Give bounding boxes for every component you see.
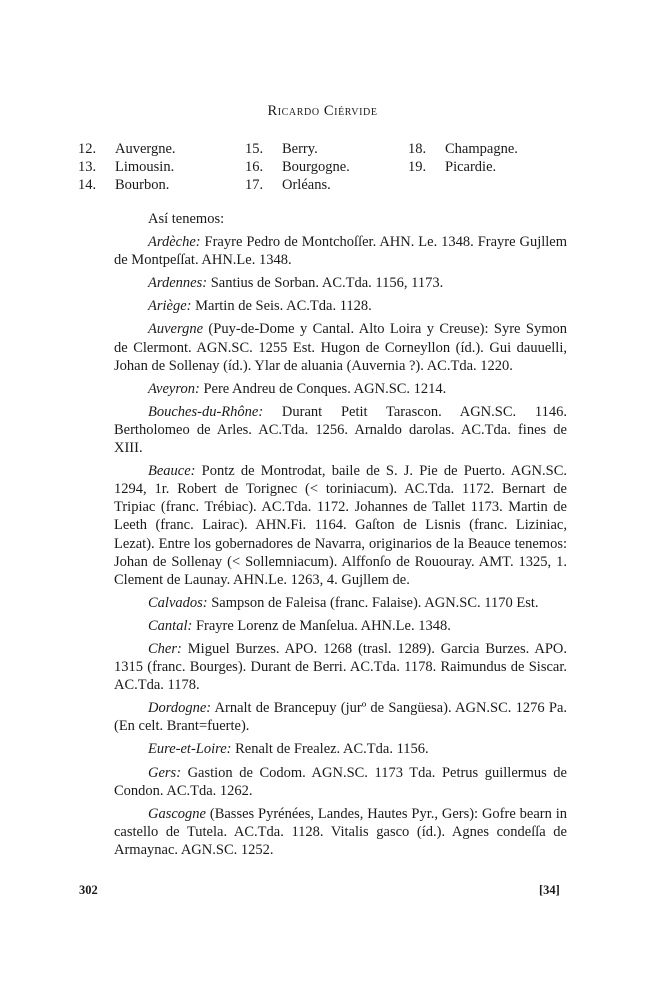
entry-text: Pontz de Montrodat, baile de S. J. Pie de Puerto. AGN.SC. 1294, 1r. Robert de Torignec (< toriniacum). AC.Tda. 1172. Bernart de Tripiac (franc. Trébiac). AC.Tda. 1172. Johannes de Tallet 1173. Martin de Leeth (franc. Lairac). AHN.Fi. 1164. Gaſton de Lisnis (franc. Liziniac, Lezat). Entre los gobernadores de Navarra, originarios de la Beauce tenemos: Johan de Sollenay (< Sollemniacum). Alffonſo de Rououray. AMT. 1325, 1. Clement de Launay. AHN.Le. 1263, 4. Gujllem de. [114, 463, 567, 588]
original-page-number: [34] [539, 883, 560, 897]
entry-list [114, 233, 567, 859]
region-column [408, 140, 518, 176]
entry-text: Martin de Seis. AC.Tda. 1128. [191, 298, 372, 315]
region-item [245, 140, 350, 158]
region-list [78, 140, 578, 194]
region-name: Bourgogne. [282, 159, 350, 175]
entry-term: Ardèche: [148, 234, 201, 251]
region-number: 12. [78, 141, 97, 157]
intro-line: Así tenemos: [148, 211, 225, 227]
entry-term: Calvados: [148, 594, 208, 611]
region-item [245, 176, 350, 194]
region-number: 13. [78, 159, 97, 175]
entry [114, 699, 567, 735]
region-item [78, 140, 176, 158]
body-text [114, 210, 567, 864]
entry-term: Gascogne [148, 805, 206, 822]
region-item [408, 140, 518, 158]
entry [114, 380, 567, 398]
entry [114, 740, 567, 758]
entry-text: Frayre Pedro de Montchoſſer. AHN. Le. 1348. Frayre Gujllem de Montpeſſat. AHN.Le. 1348. [114, 234, 567, 269]
entry-text: (Puy-de-Dome y Cantal. Alto Loira y Creuse): Syre Symon de Clermont. AGN.SC. 1255 Est. Hugon de Corneyllon (íd.). Gui dauuelli, Johan de Sollenay (íd.). Ylar de aluania (Auvernia ?). AC.Tda. 1220. [114, 321, 567, 374]
entry-term: Ardennes: [148, 275, 208, 292]
region-item [408, 158, 518, 176]
region-name: Bourbon. [115, 177, 170, 193]
region-name: Limousin. [115, 159, 175, 175]
entry-term: Aveyron: [148, 380, 200, 397]
entry-text: Sampson de Faleisa (franc. Falaise). AGN.SC. 1170 Est. [207, 594, 539, 611]
region-number: 14. [78, 177, 97, 193]
region-name: Berry. [282, 141, 318, 157]
entry [114, 805, 567, 859]
entry [114, 594, 567, 612]
entry [114, 640, 567, 694]
entry-term: Bouches-du-Rhône: [148, 403, 264, 420]
page-number: 302 [79, 883, 98, 897]
entry [114, 617, 567, 635]
region-number: 17. [245, 177, 264, 193]
entry [114, 297, 567, 315]
region-number: 15. [245, 141, 264, 157]
entry [114, 274, 567, 292]
entry-term: Eure-et-Loire: [148, 741, 232, 758]
entry [114, 764, 567, 800]
entry-term: Beauce: [148, 463, 196, 480]
entry-text: Gastion de Codom. AGN.SC. 1173 Tda. Petrus guillermus de Condon. AC.Tda. 1262. [114, 764, 567, 799]
entry-text: Pere Andreu de Conques. AGN.SC. 1214. [199, 380, 447, 397]
region-name: Picardie. [445, 159, 497, 175]
entry-text: Frayre Lorenz de Manſelua. AHN.Le. 1348. [192, 617, 451, 634]
entry-text: (Basses Pyrénées, Landes, Hautes Pyr., Gers): Gofre bearn in castello de Tutela. AC.Tda. 1128. Vitalis gasco (íd.). Agnes condeſſa de Armaynac. AGN.SC. 1252. [114, 805, 567, 858]
region-number: 19. [408, 159, 427, 175]
entry-text: Durant Petit Tarascon. AGN.SC. 1146. Bertholomeo de Arles. AC.Tda. 1256. Arnaldo darolas. AC.Tda. fines de XIII. [114, 403, 567, 457]
entry [114, 320, 567, 374]
entry-text: Renalt de Frealez. AC.Tda. 1156. [231, 741, 429, 758]
region-number: 16. [245, 159, 264, 175]
region-item [78, 176, 176, 194]
entry-term: Ariège: [148, 298, 192, 315]
entry-term: Cher: [148, 640, 182, 657]
entry-text: Arnalt de Brancepuy (jurº de Sangüesa). AGN.SC. 1276 Pa. (En celt. Brant=fuerte). [114, 700, 567, 735]
region-name: Champagne. [445, 141, 518, 157]
entry-term: Dordogne: [148, 700, 212, 717]
entry-text: Miguel Burzes. APO. 1268 (trasl. 1289). Garcia Burzes. APO. 1315 (franc. Bourges). Durant de Berri. AC.Tda. 1178. Raimundus de Siscar. AC.Tda. 1178. [114, 640, 567, 694]
region-column [78, 140, 176, 194]
entry-term: Cantal: [148, 617, 193, 634]
region-item [78, 158, 176, 176]
entry [114, 403, 567, 457]
region-column [245, 140, 350, 194]
region-name: Orléans. [282, 177, 331, 193]
region-item [245, 158, 350, 176]
entry-text: Santius de Sorban. AC.Tda. 1156, 1173. [207, 275, 444, 292]
running-head: Ricardo Ciérvide [267, 103, 378, 119]
entry-term: Auvergne [148, 321, 204, 338]
region-number: 18. [408, 141, 427, 157]
entry [114, 462, 567, 589]
region-name: Auvergne. [115, 141, 176, 157]
entry [114, 233, 567, 269]
entry-term: Gers: [148, 764, 182, 781]
